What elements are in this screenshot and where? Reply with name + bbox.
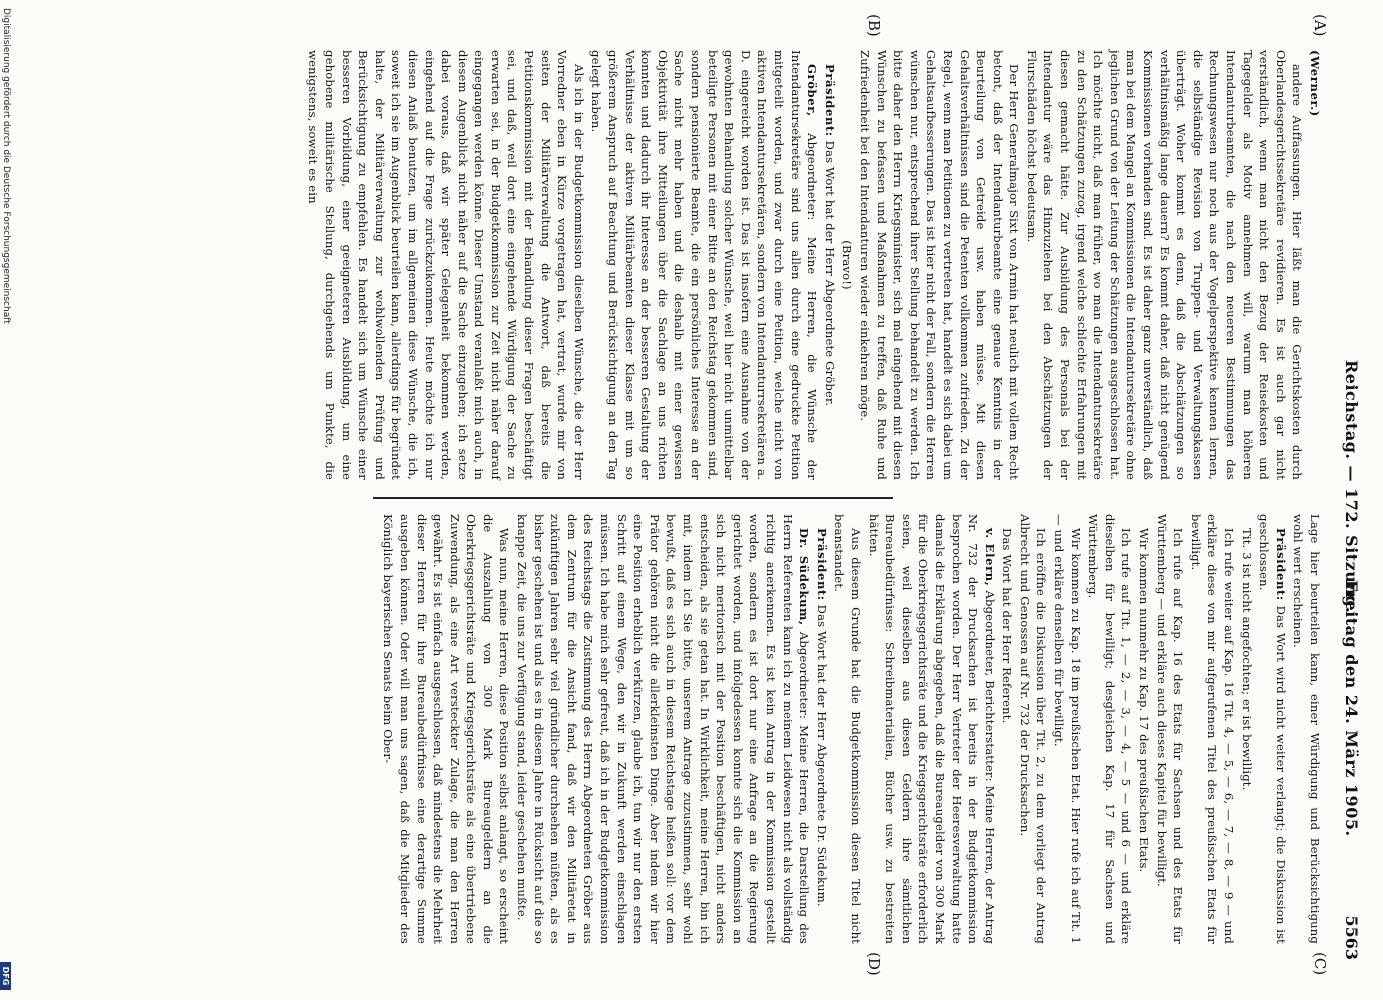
paragraph: Aus diesem Grunde hat die Budgetkommission diesen Titel nicht beanstandet. bbox=[832, 514, 863, 944]
digitization-footer bbox=[0, 0, 11, 1000]
speech-suedekum: Dr. Südekum, Abgeordneter: Meine Herren, die Darstellung des Herrn Referenten kann ich zu meinem Leidwesen nicht als vollständig richtig anerkennen. Es ist kein Antrag in der Kommission gestellt worden, sondern es ist dort nur eine Anfrage an die Regierung gerichtet worden, und infolgedessen konnte sich die Kommission an sich nicht meritorisch mit der Position beschäftigen, nicht anders entscheiden, als sie getan hat. In Wirklichkeit, meine Herren, bin ich mit, indem ich Sie bitte, unserem Antrage zuzustimmen, sehr wohl bewußt, daß es sich auch in diesem Reichstage heißen soll: vor dem Prätor gehören nicht die allerkleinsten Dinge. Aber indem wir hier eine Position erheblich verkürzen, glaube ich, tun wir nur den ersten Schritt auf einem Wege, den wir in Zukunft werden einschlagen müssen. Ich habe mich sehr gefreut, daß ich in der Budgetkommission des Reichstags die Zustimmung des Herrn Abgeordneten Gröber aus dem Zentrum für die Ansicht fand, daß wir den Militäretat in zukünftigen Jahren sehr viel gründlicher durchsehen müßten, als es bisher geschehen ist und als es in diesem Jahre in Rücksicht auf die so knappe Zeit, die uns zur Verfügung stand, leider geschehen mußte. bbox=[515, 514, 812, 944]
speaker-continuation: (Werner.) bbox=[1308, 50, 1322, 117]
paragraph: Der Herr Generalmajor Sixt von Armin hat neulich mit vollem Recht betont, daß der Intendanturbeamte eine genaue Kenntnis in der Beurteilung von Getreide usw. haben müsse. Mit diesen Gehaltsverhältnissen sind die Petenten vollkommen zufrieden. Zu der Regel, wenn man Petitionen zu vertreten hat, handelt es sich dabei um Gehaltsaufbesserungen. Das ist hier nicht der Fall, sondern die Herren wünschen nur, entsprechend ihrer Stellung behandelt zu werden. Ich bitte daher den Herrn Kriegsminister, sich mal eingehend mit diesen Wünschen zu befassen und Maßnahmen zu treffen, daß Ruhe und Zufriedenheit bei den Intendanturen wieder einkehren möge. bbox=[857, 50, 1022, 480]
paragraph: Ich rufe auf Kap. 16 des Etats für Sachsen und des Etats für Württemberg — und erkläre auch dieses Kapitel für bewilligt. bbox=[1154, 514, 1186, 944]
column-divider bbox=[373, 497, 893, 499]
column-marker-d: (D) bbox=[865, 952, 883, 976]
speech-groeber: Gröber, Abgeordneter: Meine Herren, die Wünsche der Intendantursekretäre sind uns allen durch eine gedruckte Petition mitgeteilt worden, und zwar durch eine Petition, welche nicht von aktiven Intendantursekretären, sondern von Intendanturrsekretären a. D. eingereicht worden ist. Das ist insofern eine Ausnahme von der gewohnten Behandlung solcher Wünsche, weil hier nicht unmittelbar beteiligte Personen mit einer Bitte an den Reichstag gekommen sind, sondern pensionierte Beamte, die ein persönliches Interesse an der Sache nicht mehr haben und die deshalb mit einer gewissen Objektivität ihre Mitteilungen über die Sachlage an uns richten konnten und dadurch ihr Interesse an der besseren Gestaltung der Verhältnisse der aktiven Militärbeamten dieser Klasse mit um so größerem Anspruch auf Beachtung und Berücksichtigung an den Tag gelegt haben. bbox=[589, 50, 820, 480]
footer-credit: Digitalisierung gefördert durch die Deutsche Forschungsgemeinschaft bbox=[1, 8, 11, 324]
page-header bbox=[1335, 60, 1365, 960]
page-number: 5563 bbox=[1342, 915, 1361, 960]
president-remark: Präsident: Das Wort hat der Herr Abgeordnete Dr. Südekum. bbox=[814, 528, 829, 907]
header-session: Reichstag. — 172. Sitzung. bbox=[1342, 360, 1361, 614]
paragraph: Tit. 3 ist nicht angefochten; er ist bewilligt. bbox=[1239, 528, 1254, 791]
paragraph: Das Wort hat der Herr Referent. bbox=[1000, 528, 1015, 724]
paragraph: Lage hier beurteilen kann, einer Würdigung und Berücksichtigung wohl wert erscheinen. bbox=[1291, 514, 1322, 944]
paragraph: Was nun, meine Herren, diese Position selbst anlangt, so erscheint die Auszahlung von 300 Mark Bureaugeldern an die Oberkriegsgerichtsräte und Kriegsgerichtsräte als eine übertriebene Zuwendung, als eine Art versteckter Zulage, die man den Herren gewährt. Es ist einfach ausgeschlossen, daß mindestens die Mehrheit dieser Herren für ihre Bureaubedürfnisse eine derartige Summe ausgeben können. Oder will man uns sagen, daß die Mitglieder des Königlich bayerischen Senats beim Ober- bbox=[381, 514, 512, 944]
paragraph: andere Auffassungen. Hier läßt man die Gerichtskosten durch Oberlandesgerichtssekretäre revidieren. Es ist auch gar nicht verständlich, wenn man nicht den Bezug der Reisekosten und Tagegelder als Motiv annehmen will, warum man höheren Intendanturbeamten, die nach den neueren Bestimmungen das Rechnungswesen nur noch aus der Vogelperspektive kennen lernen, die selbständige Revision von Truppen- und Verwaltungskassen überträgt. Woher kommt es denn, daß die Abschätzungen so verhältnismäßig lange dauern? Es kommt daher, daß nicht genügend Kommissionen vorhanden sind. Es ist daher ganz unverständlich, daß man bei dem Mangel an Kommissionen die Intendantursekretäre ohne jeglichen Grund von der Leitung der Schätzungen ausgeschlossen hat. Ich möchte nicht, daß man früher, wo man die Intendantursekretäre zu den Schätzungen zuzog, irgend welche schlechte Erfahrungen mit diesen gemacht hätte. Zur Ausbildung des Personals bei der Intendantur wäre das Hinzuziehen bei den Abschätzungen der Flurschäden höchst bedeutsam. bbox=[1024, 50, 1305, 480]
right-column bbox=[379, 514, 1323, 944]
paragraph: Ich rufe weiter auf Kap. 16 Tit. 4, — 5, — 6, — 7, — 8, — 9 — und erkläre diese von mir aufgerufenen Titel des preußischen Etats für bewilligt. bbox=[1188, 514, 1237, 944]
paragraph: Als ich in der Budgetkommission dieselben Wünsche, die der Herr Vorredner eben in Kürze vorgetragen hat, vertrat, wurde mir von seiten der Militärverwaltung die Antwort, daß bereits die Petitionskommission mit der Behandlung dieser Fragen beschäftigt sei, und daß, weil dort eine eingehende Würdigung der Sache zu erwarten sei, in der Budgetkommission zur Zeit nicht näher darauf eingegangen werden könne. Dieser Umstand veranlaßt mich auch, in diesem Augenblick nicht näher auf die Sache einzugehen; ich setze dabei voraus, daß wir später Gelegenheit bekommen werden, eingehend auf die Frage zurückzukommen. Heute möchte ich nur diesen Anlaß benutzen, um im allgemeinen diese Wünsche, die ich, soweit ich sie im Augenblick beurteilen kann, allerdings für begründet halte, der Militärverwaltung zur wohlwollenden Prüfung und Berücksichtigung zu empfehlen. Es handelt sich um Wünsche einer besseren Vorbildung, einer geeigneteren Ausbildung, um eine gehobene militärische Stellung, durchgehends um Punkte, die wenigstens, soweit es ein bbox=[306, 50, 586, 480]
left-column bbox=[304, 50, 1323, 480]
speech-elern: v. Elern, Abgeordneter, Berichterstatter: Meine Herren, der Antrag Nr. 732 der Drucksachen ist bereits in der Budgetkommission besprochen worden. Der Herr Vertreter der Heeresverwaltung hatte damals die Erklärung abgegeben, daß die Bureaugelder von 300 Mark für die Oberkriegsgerichtsräte und die Kriegsgerichtsräte erforderlich seien, weil dieselben aus diesen Geldern ihre sämtlichen Bureaubedürfnisse: Schreibmaterialien, Bücher usw. zu bestreiten hätten. bbox=[866, 514, 997, 944]
column-marker-a: (A) bbox=[1311, 14, 1329, 37]
paragraph: Wir kommen zu Kap. 18 im preußischen Etat. Hier rufe ich auf Tit. 1 — und erkläre denselben für bewilligt. bbox=[1052, 514, 1083, 944]
paragraph: Ich eröffne die Diskussion über Tit. 2, zu dem vorliegt der Antrag Albrecht und Genossen auf Nr. 732 der Drucksachen. bbox=[1017, 514, 1049, 944]
paragraph: Ich rufe auf Tit. 1, — 2, — 3, — 4, — 5 — und 6 — und erkläre dieselben für bewilligt; desgleichen Kap. 17 für Sachsen und Württemberg. bbox=[1086, 514, 1134, 944]
column-marker-c: (C) bbox=[1311, 952, 1329, 976]
president-remark: Präsident: Das Wort hat der Herr Abgeordnete Gröber. bbox=[822, 64, 837, 407]
president-remark: Präsident: Das Wort wird nicht weiter verlangt; die Diskussion ist geschlossen. bbox=[1257, 514, 1288, 944]
column-marker-b: (B) bbox=[865, 14, 883, 37]
interjection: (Bravo!) bbox=[840, 240, 855, 290]
header-date: Freitag den 24. März 1905. bbox=[1342, 580, 1361, 837]
dfg-logo-icon: DFG bbox=[0, 962, 11, 990]
paragraph: Wir kommen nunmehr zu Kap. 17 des preußischen Etats. bbox=[1137, 528, 1152, 873]
